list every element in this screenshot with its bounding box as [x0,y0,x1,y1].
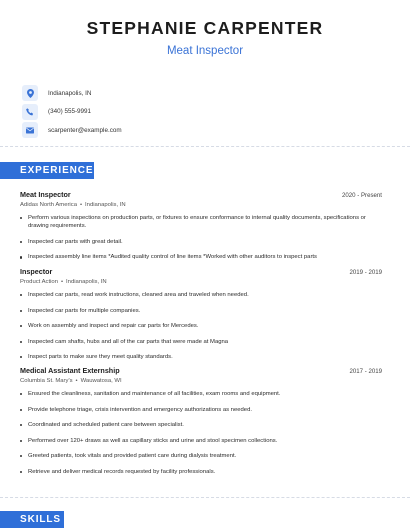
job-location: Indianapolis, IN [85,202,126,208]
job-entry [20,366,382,483]
divider [0,497,410,498]
list-item: Work on assembly and inspect and repair car parts for Mercedes. [20,322,382,330]
job-dates: 2020 - Present [342,192,382,199]
candidate-name: STEPHANIE CARPENTER [86,18,324,38]
list-item: Provide telephone triage, crisis intervention and emergency authorizations as needed. [20,406,382,414]
experience-section-header: EXPERIENCE [0,162,94,179]
job-dates: 2019 - 2019 [349,269,382,276]
contact-email [22,121,122,139]
list-item: Coordinated and scheduled patient care between specialist. [20,421,382,429]
list-item: Retrieve and deliver medical records requested by facility professionals. [20,468,382,476]
contact-phone-text: (340) 555-9991 [48,108,92,115]
contact-email-text: scarpenter@example.com [48,126,122,134]
job-employer: Product Action • Indianapolis, IN [20,279,107,285]
list-item: Perform various inspections on production parts, or fixtures to ensure conformance to internal quality documents, specifications or drawing requirements. [20,214,382,230]
divider [0,146,410,147]
list-item: Inspected cam shafts, hubs and all of the car parts that were made at Magna [20,338,382,346]
list-item: Performed over 120+ draws as well as capillary sticks and urine and stool specimen collections. [20,437,382,445]
job-title: Meat Inspector [20,190,71,199]
job-company: Adidas North America [20,202,77,208]
list-item: Inspected assembly line items *Audited quality control of line items *Worked with other auditors to inspect parts [20,253,382,261]
contact-list [22,84,122,140]
resume-header [0,0,410,57]
email-icon [22,122,38,138]
job-company: Columbia St. Mary's [20,378,73,384]
list-item: Inspected car parts with great detail. [20,238,382,246]
job-title: Medical Assistant Externship [20,366,120,375]
list-item: Inspected car parts, read work instructions, cleaned area and traveled when needed. [20,291,382,299]
candidate-title: Meat Inspector [166,45,244,57]
job-employer: Columbia St. Mary's • Wauwatosa, WI [20,378,122,384]
job-company: Product Action [20,279,58,285]
list-item: Inspect parts to make sure they meet quality standards. [20,353,382,361]
contact-location [22,84,122,102]
job-title: Inspector [20,267,53,276]
job-entry [20,190,382,269]
list-item: Greeted patients, took vitals and provided patient care during dialysis treatment. [20,452,382,460]
location-pin-icon [22,85,38,101]
job-bullets [20,390,382,476]
list-item: Ensured the cleanliness, sanitation and maintenance of all facilities, exam rooms and equipment. [20,390,382,398]
job-employer: Adidas North America • Indianapolis, IN [20,202,126,208]
phone-icon [22,104,38,120]
job-location: Wauwatosa, WI [80,378,122,384]
contact-location-text: Indianapolis, IN [48,89,92,97]
list-item: Inspected car parts for multiple companies. [20,307,382,315]
skills-section-header: SKILLS [0,511,64,528]
job-bullets [20,214,382,261]
contact-phone [22,103,122,121]
job-dates: 2017 - 2019 [349,368,382,375]
job-bullets [20,291,382,361]
job-location: Indianapolis, IN [66,279,107,285]
job-entry [20,267,382,369]
